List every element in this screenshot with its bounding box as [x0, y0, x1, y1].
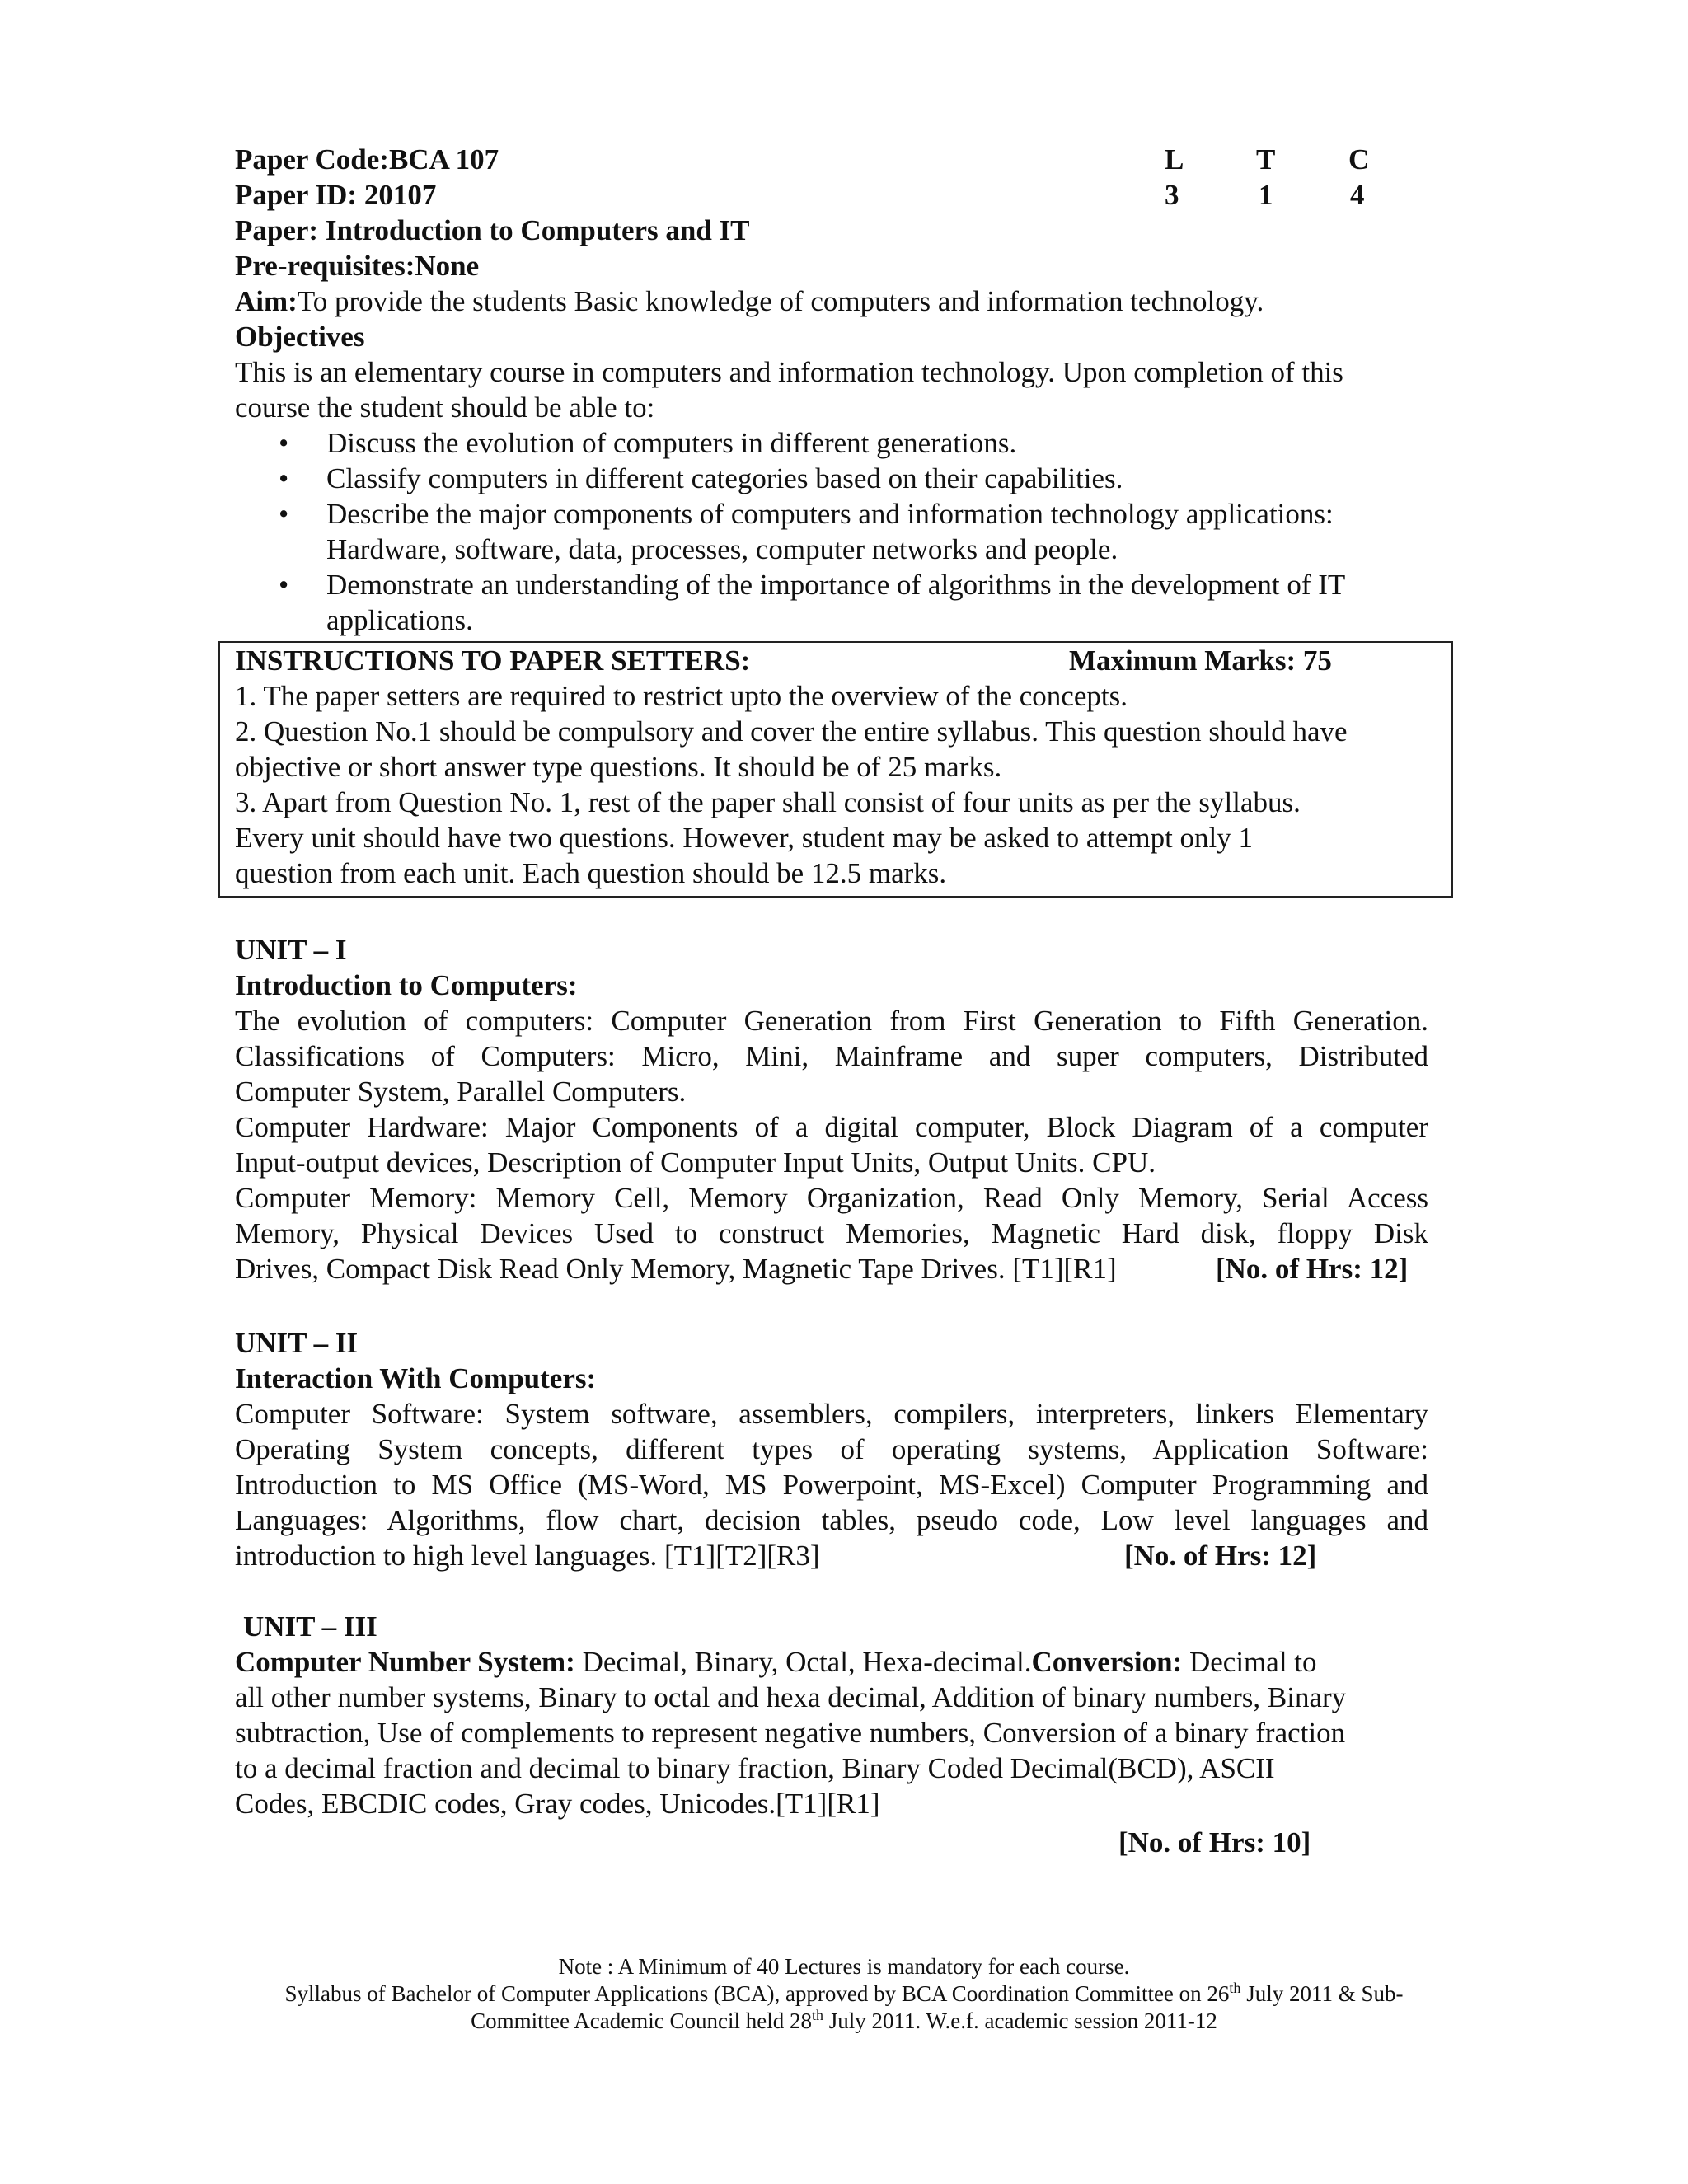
unit-3-heading-conversion: Conversion: [1031, 1646, 1183, 1678]
footer-line-2-text-end: July 2011. W.e.f. academic session 2011-12 [823, 2008, 1217, 2033]
ltc-header-c: C [1348, 143, 1370, 176]
footer-note: Note : A Minimum of 40 Lectures is mandatory for each course. [558, 1954, 1130, 1979]
unit-1-line-7: Memory, Physical Devices Used to construct Memories, Magnetic Hard disk, floppy Disk [235, 1217, 1428, 1249]
instructions-title: INSTRUCTIONS TO PAPER SETTERS: [235, 644, 751, 677]
objective-4-line-2: applications. [326, 604, 473, 636]
ltc-value-t: 1 [1259, 179, 1273, 211]
instruction-line-6: question from each unit. Each question should be 12.5 marks. [235, 857, 947, 889]
aim [235, 284, 1264, 319]
footer-line-1-text-end: July 2011 & Sub- [1240, 1981, 1404, 2006]
ltc-value-c: 4 [1350, 179, 1365, 211]
ltc-value-l: 3 [1165, 179, 1179, 211]
unit-1-line-1: The evolution of computers: Computer Generation from First Generation to Fifth Generation. [235, 1005, 1428, 1037]
bullet-icon: • [279, 569, 289, 601]
prerequisites: Pre-requisites:None [235, 250, 480, 282]
instruction-line-5: Every unit should have two questions. However, student may be asked to attempt only 1 [235, 822, 1254, 854]
unit-1-line-8: Drives, Compact Disk Read Only Memory, Magnetic Tape Drives. [T1][R1] [235, 1253, 1117, 1285]
unit-1-hours: [No. of Hrs: 12] [1216, 1253, 1409, 1285]
paper-code: Paper Code:BCA 107 [235, 143, 499, 176]
objective-4-line-1: Demonstrate an understanding of the importance of algorithms in the development of IT [326, 569, 1346, 601]
unit-3-line-4: to a decimal fraction and decimal to binary fraction, Binary Coded Decimal(BCD), ASCII [235, 1752, 1275, 1784]
footer-line-1-sup: th [1229, 1980, 1241, 1996]
objective-1: Discuss the evolution of computers in different generations. [326, 427, 1017, 459]
instruction-line-3: objective or short answer type questions. It should be of 25 marks. [235, 751, 1002, 783]
footer-line-1 [0, 1980, 1688, 2008]
unit-1-title: UNIT – I [235, 934, 347, 966]
objective-3-line-2: Hardware, software, data, processes, computer networks and people. [326, 533, 1118, 565]
instruction-line-1: 1. The paper setters are required to restrict upto the overview of the concepts. [235, 680, 1128, 712]
unit-2-hours: [No. of Hrs: 12] [1124, 1540, 1317, 1572]
unit-1-line-3: Computer System, Parallel Computers. [235, 1076, 687, 1108]
unit-2-heading: Interaction With Computers: [235, 1362, 597, 1394]
unit-2-line-2: Operating System concepts, different types of operating systems, Application Software: [235, 1433, 1428, 1465]
ltc-header-l: L [1165, 143, 1184, 176]
unit-2-line-4: Languages: Algorithms, flow chart, decision tables, pseudo code, Low level languages and [235, 1504, 1428, 1536]
unit-3-heading-number-system: Computer Number System: [235, 1646, 575, 1678]
unit-1-line-2: Classifications of Computers: Micro, Mini, Mainframe and super computers, Distributed [235, 1040, 1428, 1072]
unit-2-line-1: Computer Software: System software, assemblers, compilers, interpreters, linkers Elementary [235, 1398, 1428, 1430]
footer-line-2-sup: th [811, 2007, 823, 2023]
instruction-line-2: 2. Question No.1 should be compulsory and cover the entire syllabus. This question should have [235, 715, 1348, 748]
unit-3-line-3: subtraction, Use of complements to represent negative numbers, Conversion of a binary fraction [235, 1717, 1346, 1749]
instruction-line-4: 3. Apart from Question No. 1, rest of the paper shall consist of four units as per the syllabus. [235, 786, 1301, 818]
bullet-icon: • [279, 462, 289, 494]
unit-3-title: UNIT – III [243, 1610, 377, 1643]
maximum-marks: Maximum Marks: 75 [1069, 644, 1332, 677]
objectives-intro-1: This is an elementary course in computers and information technology. Upon completion of this [235, 356, 1343, 388]
paper-id: Paper ID: 20107 [235, 179, 437, 211]
paper-title: Paper: Introduction to Computers and IT [235, 214, 750, 246]
footer-line-2 [0, 2008, 1688, 2035]
footer-line-1-text: Syllabus of Bachelor of Computer Applications (BCA), approved by BCA Coordination Committee on 26 [284, 1981, 1230, 2006]
objective-3-line-1: Describe the major components of computers and information technology applications: [326, 498, 1334, 530]
unit-3-line-5: Codes, EBCDIC codes, Gray codes, Unicodes.[T1][R1] [235, 1788, 880, 1820]
unit-2-line-5: introduction to high level languages. [T1][T2][R3] [235, 1540, 820, 1572]
unit-2-title: UNIT – II [235, 1327, 359, 1359]
unit-3-hours: [No. of Hrs: 10] [1118, 1826, 1311, 1858]
aim-text: To provide the students Basic knowledge of computers and information technology. [297, 285, 1264, 317]
unit-3-line-2: all other number systems, Binary to octal and hexa decimal, Addition of binary numbers, Binary [235, 1681, 1347, 1713]
unit-1-heading: Introduction to Computers: [235, 969, 578, 1001]
bullet-icon: • [279, 498, 289, 530]
aim-label: Aim: [235, 285, 298, 317]
objective-2: Classify computers in different categories based on their capabilities. [326, 462, 1123, 494]
unit-1-line-6: Computer Memory: Memory Cell, Memory Organization, Read Only Memory, Serial Access [235, 1182, 1428, 1214]
unit-2-line-3: Introduction to MS Office (MS-Word, MS Powerpoint, MS-Excel) Computer Programming and [235, 1469, 1428, 1501]
unit-3-text-1: Decimal, Binary, Octal, Hexa-decimal. [574, 1646, 1032, 1678]
objectives-heading: Objectives [235, 321, 365, 353]
bullet-icon: • [279, 427, 289, 459]
unit-1-line-5: Input-output devices, Description of Computer Input Units, Output Units. CPU. [235, 1146, 1156, 1179]
objectives-intro-2: course the student should be able to: [235, 391, 655, 424]
footer-line-2-text: Committee Academic Council held 28 [471, 2008, 812, 2033]
unit-1-line-4: Computer Hardware: Major Components of a digital computer, Block Diagram of a computer [235, 1111, 1428, 1143]
unit-3-line-1 [235, 1644, 1317, 1680]
unit-3-text-2: Decimal to [1182, 1646, 1317, 1678]
ltc-header-t: T [1256, 143, 1276, 176]
